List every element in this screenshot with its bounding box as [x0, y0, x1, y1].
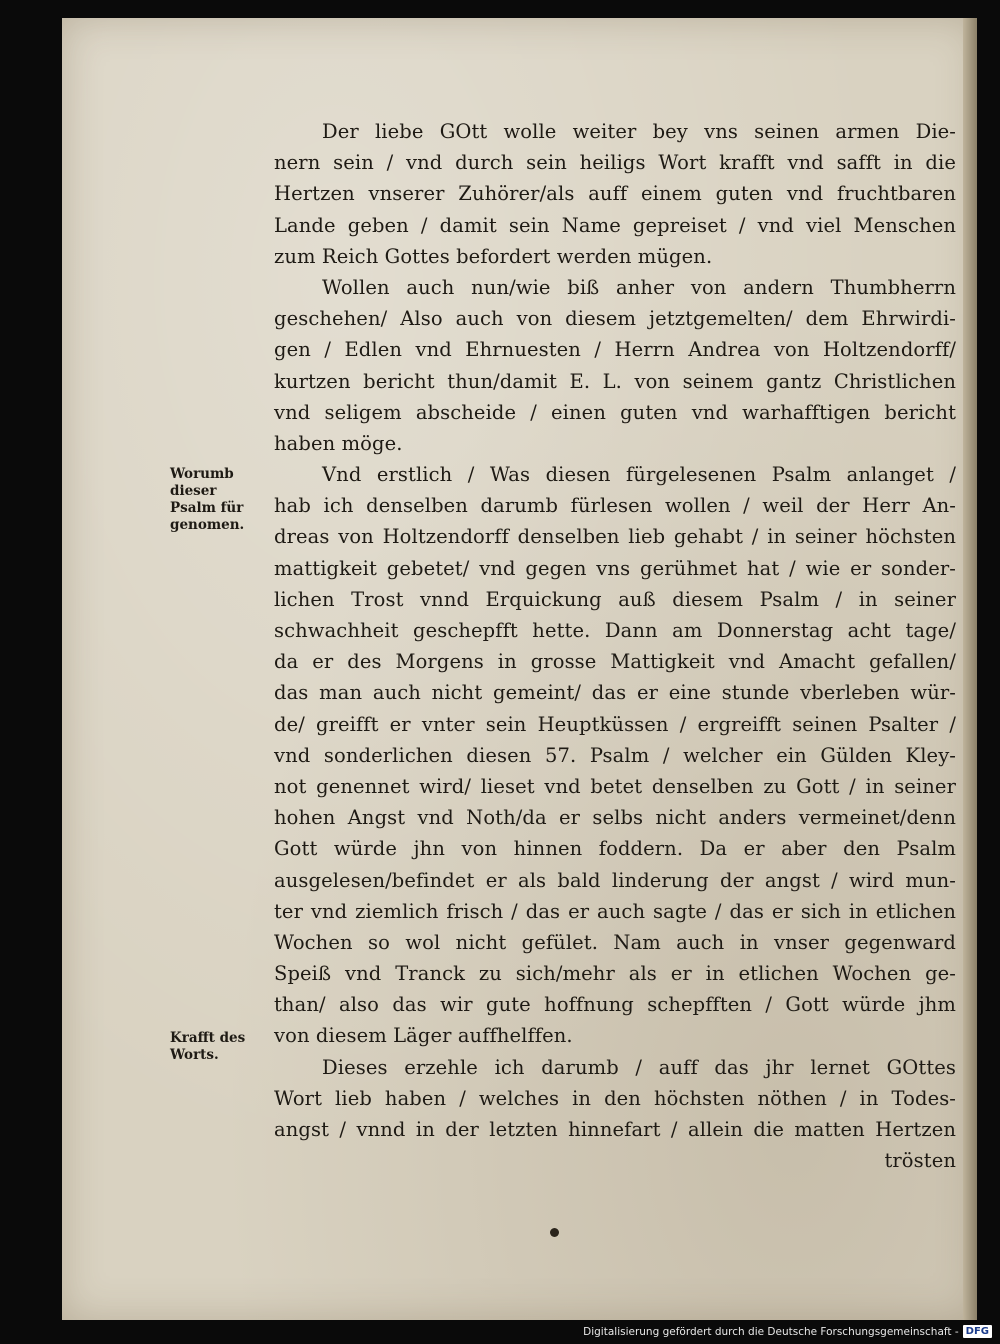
main-text-block — [274, 116, 956, 1176]
text-line: haben möge. — [274, 431, 403, 455]
text-line: zum Reich Gottes befordert werden mügen. — [274, 244, 713, 268]
text-line: Gott würde jhn von hinnen foddern. Da er aber den Psalm — [274, 837, 956, 861]
margin-note-line: Krafft des — [170, 1030, 246, 1046]
text-line: das man auch nicht gemeint/ das er eine stunde vberleben wür- — [274, 681, 956, 705]
text-line: angst / vnnd in der letzten hinnefart / allein die matten Hertzen — [274, 1118, 956, 1141]
text-line: ausgelesen/befindet er als bald linderung der angst / wird mun- — [274, 868, 956, 892]
text-line: Wochen so wol nicht gefület. Nam auch in vnser gegenward — [274, 930, 956, 954]
margin-note-line: Worumb — [170, 466, 234, 482]
margin-note-line: Worts. — [170, 1047, 219, 1063]
text-line: hab ich denselben darumb fürlesen wollen / weil der Herr An- — [274, 494, 956, 518]
text-line: than/ also das wir gute hoffnung schepfften / Gott würde jhm — [274, 993, 956, 1017]
text-line: vnd seligem abscheide / einen guten vnd warhafftigen bericht — [274, 400, 956, 424]
text-line: Wollen auch nun/wie biß anher von andern Thumbherrn — [322, 275, 956, 299]
text-line: hohen Angst vnd Noth/da er selbs nicht anders vermeinet/denn — [274, 806, 956, 830]
text-line: Lande geben / damit sein Name gepreiset / vnd viel Menschen — [274, 213, 956, 237]
margin-note-krafft — [170, 1030, 266, 1064]
text-line: Wort lieb haben / welches in den höchsten nöthen / in Todes- — [274, 1086, 956, 1110]
text-line: gen / Edlen vnd Ehrnuesten / Herrn Andrea von Holtzendorff/ — [274, 338, 956, 362]
page-edge — [963, 18, 977, 1320]
text-line: da er des Morgens in grosse Mattigkeit vnd Amacht gefallen/ — [274, 650, 956, 674]
dfg-logo-icon[interactable]: DFG — [963, 1325, 992, 1338]
text-line: Speiß vnd Tranck zu sich/mehr als er in etlichen Wochen ge- — [274, 962, 956, 986]
text-line: schwachheit geschepfft hette. Dann am Donnerstag acht tage/ — [274, 619, 956, 642]
credit-text: Digitalisierung gefördert durch die Deutsche Forschungsgemeinschaft - — [583, 1325, 959, 1338]
text-line: not genennet wird/ lieset vnd betet denselben zu Gott / in seiner — [274, 774, 956, 798]
text-line: mattigkeit gebetet/ vnd gegen vns gerühmet hat / wie er sonder- — [274, 556, 956, 580]
text-line: von diesem Läger auffhelffen. — [274, 1024, 573, 1048]
ornament-dot — [550, 1228, 559, 1237]
text-line: Vnd erstlich / Was diesen fürgelesenen Psalm anlanget / — [322, 463, 956, 487]
margin-note-line: dieser — [170, 483, 217, 499]
text-line: Hertzen vnserer Zuhörer/als auff einem guten vnd fruchtbaren — [274, 182, 956, 206]
catchword: trösten — [884, 1149, 956, 1173]
margin-note-line: genomen. — [170, 517, 245, 533]
text-line: Der liebe GOtt wolle weiter bey vns seinen armen Die- — [322, 120, 956, 143]
text-line: lichen Trost vnnd Erquickung auß diesem Psalm / in seiner — [274, 587, 956, 611]
text-line: de/ greifft er vnter sein Heuptküssen / ergreifft seinen Psalter / — [274, 712, 956, 736]
text-line: nern sein / vnd durch sein heiligs Wort krafft vnd safft in die — [274, 151, 956, 175]
book-page — [62, 18, 977, 1320]
digitization-credit — [583, 1325, 992, 1338]
text-line: dreas von Holtzendorff denselben lieb gehabt / in seiner höchsten — [274, 525, 956, 549]
text-line: kurtzen bericht thun/damit E. L. von seinem gantz Christlichen — [274, 369, 956, 393]
text-line: ter vnd ziemlich frisch / das er auch sagte / das er sich in etlichen — [274, 899, 956, 923]
text-line: Dieses erzehle ich darumb / auff das jhr lernet GOttes — [322, 1055, 956, 1079]
text-line: vnd sonderlichen diesen 57. Psalm / welcher ein Gülden Kley- — [274, 743, 956, 767]
margin-note-worumb — [170, 466, 266, 534]
margin-note-line: Psalm für — [170, 500, 244, 516]
text-line: geschehen/ Also auch von diesem jetztgemelten/ dem Ehrwirdi- — [274, 307, 956, 331]
